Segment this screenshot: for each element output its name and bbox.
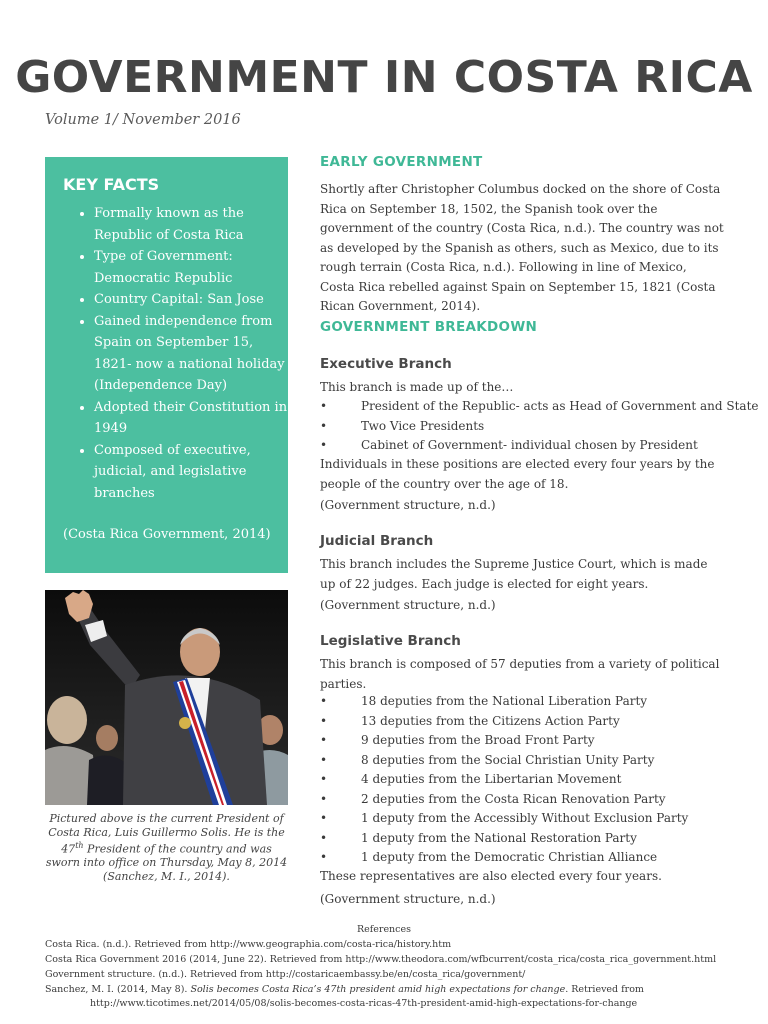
- list-item: • 18 deputies from the National Liberation Party: [320, 692, 730, 712]
- government-breakdown-heading: GOVERNMENT BREAKDOWN: [320, 319, 538, 335]
- early-government-text: Shortly after Christopher Columbus docked on the shore of Costa Rica on September 18, 1502, the Spanish took over the government of the country (Costa Rica, n.d.). The country was not as developed by the Spanish as others, such as Mexico, due to its rough terrain (Costa Rica, n.d.). Following in line of Mexico, Costa Rica rebelled against Spain on September 15, 1821 (Costa Rican Government, 2014).: [320, 182, 724, 313]
- key-fact-item: • Formally known as the Republic of Costa Rica: [94, 203, 294, 246]
- key-fact-item: • Gained independence from Spain on September 15, 1821- now a national holiday (Independence Day): [94, 311, 294, 397]
- judicial-citation: (Government structure, n.d.): [320, 598, 496, 612]
- executive-intro: This branch is made up of the…: [320, 380, 514, 394]
- key-facts-box: [45, 157, 288, 573]
- volume-date: Volume 1/ November 2016: [45, 112, 241, 128]
- executive-branch-heading: Executive Branch: [320, 356, 452, 372]
- reference-link[interactable]: http://www.ticotimes.net/2014/05/08/solis-becomes-costa-ricas-47th-president-amid-high-expectations-for-change: [90, 998, 638, 1009]
- legislative-text: These representatives are also elected every four years.: [320, 869, 662, 883]
- reference-item: Costa Rica. (n.d.). Retrieved from http://www.geographia.com/costa-rica/history.htm: [45, 939, 452, 950]
- photo-caption: Pictured above is the current President of Costa Rica, Luis Guillermo Solis. He is the 47th President of the country and was sworn into office on Thursday, May 8, 2014 (Sanchez, M. I., 2014).: [45, 812, 288, 883]
- reference-item: Costa Rica Government 2016 (2014, June 22). Retrieved from http://www.theodora.com/wfbcurrent/costa_rica/costa_rica_government.html: [45, 954, 717, 965]
- list-item: • 4 deputies from the Libertarian Movement: [320, 770, 730, 790]
- list-item: • 1 deputy from the Accessibly Without Exclusion Party: [320, 809, 730, 829]
- list-item: • Cabinet of Government- individual chosen by President: [320, 436, 730, 456]
- legislative-list: [320, 692, 730, 868]
- list-item: • 8 deputies from the Social Christian Unity Party: [320, 751, 730, 771]
- judicial-text: This branch includes the Supreme Justice Court, which is made up of 22 judges. Each judge is elected for eight years.: [320, 557, 708, 591]
- reference-item: Sanchez, M. I. (2014, May 8). Solis becomes Costa Rica’s 47th president amid high expectations for change. Retrieved from: [45, 984, 644, 995]
- list-item: • 1 deputy from the Democratic Christian Alliance: [320, 848, 730, 868]
- executive-text: Individuals in these positions are elected every four years by the people of the country over the age of 18.: [320, 457, 715, 491]
- judicial-branch-heading: Judicial Branch: [320, 533, 434, 549]
- key-fact-item: • Composed of executive, judicial, and legislative branches: [94, 440, 294, 505]
- list-item: • 1 deputy from the National Restoration Party: [320, 829, 730, 849]
- key-fact-item: • Country Capital: San Jose: [94, 289, 294, 311]
- list-item: • President of the Republic- acts as Head of Government and State: [320, 397, 730, 417]
- references-title: References: [356, 924, 411, 935]
- legislative-citation: (Government structure, n.d.): [320, 892, 496, 906]
- executive-citation: (Government structure, n.d.): [320, 498, 496, 512]
- list-item: • 9 deputies from the Broad Front Party: [320, 731, 730, 751]
- executive-list: [320, 397, 759, 456]
- list-item: • 13 deputies from the Citizens Action Party: [320, 712, 730, 732]
- key-facts-title: KEY FACTS: [63, 175, 160, 194]
- page-title: GOVERNMENT IN COSTA RICA: [15, 52, 753, 103]
- legislative-branch-heading: Legislative Branch: [320, 633, 461, 649]
- list-item: • 2 deputies from the Costa Rican Renovation Party: [320, 790, 730, 810]
- key-fact-item: • Adopted their Constitution in 1949: [94, 397, 294, 440]
- key-facts-citation: (Costa Rica Government, 2014): [63, 527, 271, 542]
- key-facts-list: [65, 203, 294, 504]
- list-item: • Two Vice Presidents: [320, 417, 730, 437]
- early-government-heading: EARLY GOVERNMENT: [320, 154, 483, 170]
- president-photo: [45, 590, 288, 805]
- reference-item: Government structure. (n.d.). Retrieved from http://costaricaembassy.be/en/costa_rica/government/: [45, 969, 526, 980]
- legislative-intro: This branch is composed of 57 deputies from a variety of political parties.: [320, 657, 720, 691]
- key-fact-item: • Type of Government: Democratic Republic: [94, 246, 294, 289]
- president-photo-illustration: [45, 590, 288, 805]
